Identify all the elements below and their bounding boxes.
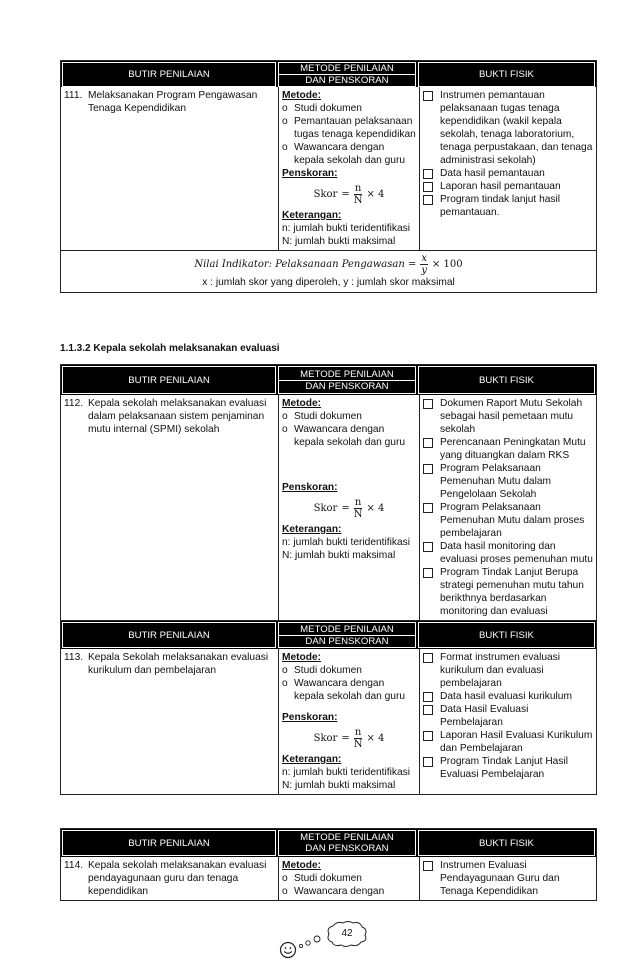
skor-formula: Skor = $\frac{n}{N}$ × 4 bbox=[313, 183, 385, 206]
checkbox-icon bbox=[423, 705, 433, 715]
section-heading: 1.1.3.2 Kepala sekolah melaksanakan evaluasi bbox=[60, 343, 280, 354]
checkbox-icon bbox=[423, 503, 433, 513]
checkbox-icon bbox=[423, 399, 433, 409]
checkbox-icon bbox=[423, 438, 433, 448]
header-bukti: BUKTI FISIK bbox=[418, 62, 595, 87]
checkbox-icon bbox=[423, 731, 433, 741]
checkbox-icon bbox=[423, 568, 433, 578]
table-row bbox=[61, 857, 596, 900]
smiley-icon bbox=[279, 941, 297, 959]
table-header bbox=[61, 61, 596, 87]
checkbox-icon bbox=[423, 91, 433, 101]
butir-cell: 111. Melaksanakan Program Pengawasan Tenaga Kependidikan bbox=[61, 87, 279, 250]
checkbox-icon bbox=[423, 195, 433, 205]
checkbox-icon bbox=[423, 653, 433, 663]
checkbox-icon bbox=[423, 757, 433, 767]
page-number-badge bbox=[325, 920, 369, 948]
header-butir: BUTIR PENILAIAN bbox=[62, 366, 276, 394]
header-bukti: BUKTI FISIK bbox=[418, 366, 595, 394]
metode-cell: Metode: o Studi dokumen o Wawancara dengan bbox=[279, 857, 420, 900]
butir-cell: 113. Kepala Sekolah melaksanakan evaluasi kurikulum dan pembelajaran bbox=[61, 649, 279, 794]
header-butir: BUTIR PENILAIAN bbox=[62, 830, 276, 856]
table-header bbox=[61, 621, 596, 649]
header-bukti: BUKTI FISIK bbox=[418, 830, 595, 856]
skor-formula: Skor = $\frac{n}{N}$ × 4 bbox=[313, 727, 385, 750]
header-metode: METODE PENILAIAN DAN PENSKORAN bbox=[278, 62, 416, 87]
checkbox-icon bbox=[423, 542, 433, 552]
header-metode: METODE PENILAIAN DAN PENSKORAN bbox=[278, 366, 416, 394]
indikator-note: x : jumlah skor yang diperoleh, y : jumlah skor maksimal bbox=[202, 277, 455, 288]
butir-cell: 112. Kepala sekolah melaksanakan evaluasi dalam pelaksanaan sistem penjaminan mutu internal (SPMI) sekolah bbox=[61, 395, 279, 620]
bukti-cell: Instrumen pemantauan pelaksanaan tugas tenaga kependidikan (wakil kepala sekolah, tenaga laboratorium, tenaga perpustakaan, dan tenaga administrasi sekolah) Data hasil pemantauan Laporan hasil pemantauan Program tindak lanjut hasil pemantauan. bbox=[420, 87, 596, 250]
butir-cell: 114. Kepala sekolah melaksanakan evaluasi pendayagunaan guru dan tenaga kependidikan bbox=[61, 857, 279, 900]
header-metode: METODE PENILAIAN DAN PENSKORAN bbox=[278, 622, 416, 648]
table-row bbox=[61, 87, 596, 250]
table-row bbox=[61, 395, 596, 620]
table-112 bbox=[60, 364, 597, 621]
bukti-cell: Instrumen Evaluasi Pendayagunaan Guru dan Tenaga Kependidikan bbox=[420, 857, 596, 900]
metode-cell: Metode: o Studi dokumen o Wawancara dengan kepala sekolah dan guru Penskoran: Skor = $\frac{n}{N}$ × 4 Keterangan: n: jumlah bukti teridentifikasi N: jumlah bukti maksimal bbox=[279, 395, 420, 620]
table-row bbox=[61, 649, 596, 794]
metode-cell: Metode: o Studi dokumen o Pemantauan pelaksanaan tugas tenaga kependidikan o Wawancara dengan kepala sekolah dan guru Penskoran: Skor = $\frac{n}{N}$ × 4 Keterangan: n: jumlah bukti teridentifikasi N: jumlah bukti maksimal bbox=[279, 87, 420, 250]
table-111 bbox=[60, 60, 597, 293]
table-header bbox=[61, 829, 596, 857]
header-butir: BUTIR PENILAIAN bbox=[62, 62, 276, 87]
table-header bbox=[61, 365, 596, 395]
thought-dots-icon bbox=[298, 934, 324, 950]
table-114 bbox=[60, 828, 597, 901]
indikator-row: Nilai Indikator: Pelaksanaan Pengawasan = $\frac{x}{y}$ × 100 x : jumlah skor yang diperoleh, y : jumlah skor maksimal bbox=[61, 250, 596, 292]
metode-cell: Metode: o Studi dokumen o Wawancara dengan kepala sekolah dan guru Penskoran: Skor = $\frac{n}{N}$ × 4 Keterangan: n: jumlah bukti teridentifikasi N: jumlah bukti maksimal bbox=[279, 649, 420, 794]
header-bukti: BUKTI FISIK bbox=[418, 622, 595, 648]
checkbox-icon bbox=[423, 692, 433, 702]
checkbox-icon bbox=[423, 182, 433, 192]
bukti-cell: Format instrumen evaluasi kurikulum dan evaluasi pembelajaran Data hasil evaluasi kurikulum Data Hasil Evaluasi Pembelajaran Laporan Hasil Evaluasi Kurikulum dan Pembelajaran Program Tindak Lanjut Hasil Evaluasi Pembelajaran bbox=[420, 649, 596, 794]
checkbox-icon bbox=[423, 861, 433, 871]
page-number: 42 bbox=[341, 928, 353, 939]
bukti-cell: Dokumen Raport Mutu Sekolah sebagai hasil pemetaan mutu sekolah Perencanaan Peningkatan Mutu yang dituangkan dalam RKS Program Pelaksanaan Pemenuhan Mutu dalam Pengelolaan Sekolah Program Pelaksanaan Pemenuhan Mutu dalam proses pembelajaran Data hasil monitoring dan evaluasi proses pemenuhan mutu Program Tindak Lanjut Berupa strategi pemenuhan mutu tahun berikthnya berdasarkan monitoring dan evaluasi bbox=[420, 395, 596, 620]
header-metode: METODE PENILAIAN DAN PENSKORAN bbox=[278, 830, 416, 856]
checkbox-icon bbox=[423, 169, 433, 179]
checkbox-icon bbox=[423, 464, 433, 474]
table-113 bbox=[60, 620, 597, 795]
skor-formula: Skor = $\frac{n}{N}$ × 4 bbox=[313, 497, 385, 520]
header-butir: BUTIR PENILAIAN bbox=[62, 622, 276, 648]
